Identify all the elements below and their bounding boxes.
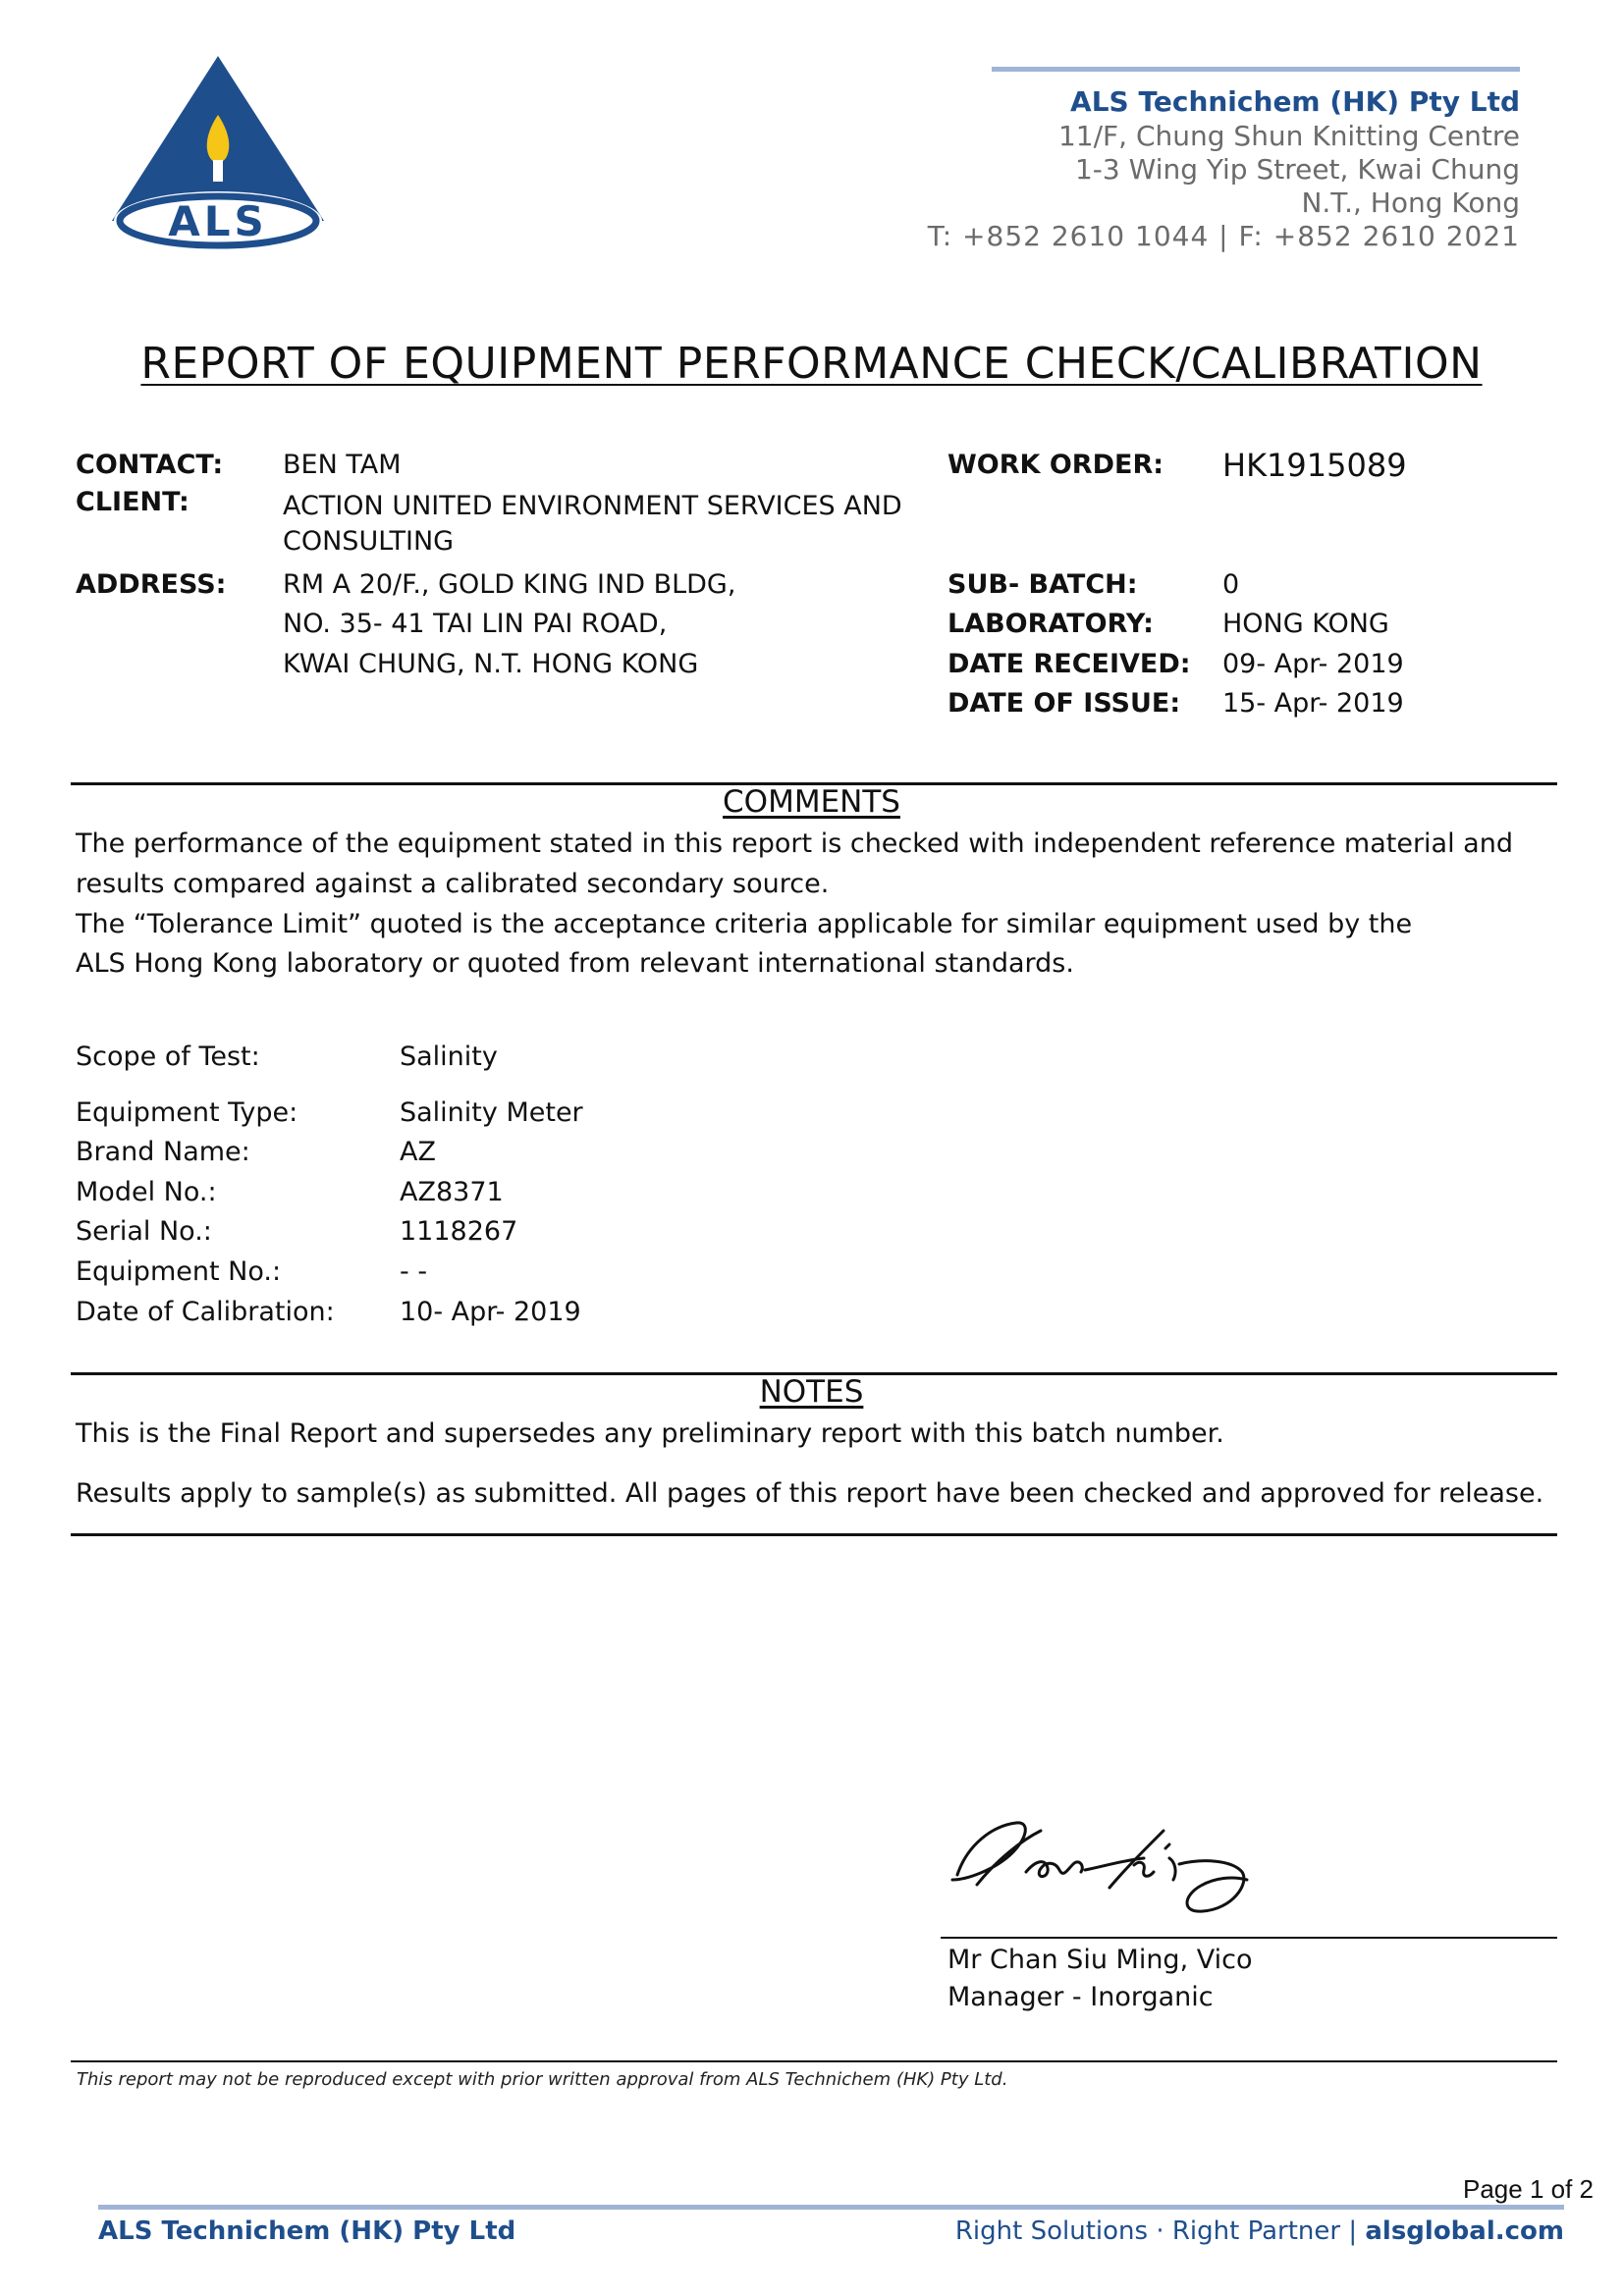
signatory-role: Manager - Inorganic: [947, 1982, 1214, 2012]
date-received-value: 09- Apr- 2019: [1222, 649, 1404, 679]
equipment-type-label: Equipment Type:: [76, 1097, 298, 1128]
scope-value: Salinity: [400, 1041, 498, 1072]
footer-rule: [71, 2060, 1557, 2062]
footer-company: ALS Technichem (HK) Pty Ltd: [98, 2216, 516, 2246]
als-logo: [108, 54, 329, 250]
notes-line-2: Results apply to sample(s) as submitted. All pages of this report have been checked and approved for release.: [76, 1478, 1544, 1509]
work-order-label: WORK ORDER:: [947, 450, 1164, 480]
disclaimer: This report may not be reproduced except with prior written approval from ALS Technichem (HK) Pty Ltd.: [77, 2069, 1008, 2090]
contact-label: CONTACT:: [76, 450, 224, 480]
work-order-value: HK1915089: [1222, 447, 1407, 484]
report-title: REPORT OF EQUIPMENT PERFORMANCE CHECK/CALIBRATION: [140, 339, 1483, 389]
brand-name-label: Brand Name:: [76, 1137, 250, 1167]
client-label: CLIENT:: [76, 487, 189, 517]
calibration-date-value: 10- Apr- 2019: [400, 1297, 581, 1327]
date-issue-value: 15- Apr- 2019: [1222, 688, 1404, 719]
contact-value: BEN TAM: [283, 450, 402, 480]
company-address-3: N.T., Hong Kong: [1301, 187, 1520, 219]
client-value-2: CONSULTING: [283, 526, 455, 557]
comments-line-4: ALS Hong Kong laboratory or quoted from relevant international standards.: [76, 948, 1074, 979]
serial-no-label: Serial No.:: [76, 1216, 212, 1247]
comments-heading: COMMENTS: [723, 784, 900, 820]
footer-tagline: Right Solutions · Right Partner |: [954, 2216, 1366, 2246]
address-value-1: RM A 20/F., GOLD KING IND BLDG,: [283, 569, 736, 600]
company-phone: T: +852 2610 1044 | F: +852 2610 2021: [927, 220, 1520, 252]
footer-tagline-block: [955, 2216, 1564, 2246]
bottom-rule: [98, 2205, 1564, 2210]
scope-label: Scope of Test:: [76, 1041, 260, 1072]
comments-line-2: results compared against a calibrated secondary source.: [76, 869, 830, 899]
notes-bottom-rule: [71, 1533, 1557, 1536]
laboratory-value: HONG KONG: [1222, 609, 1389, 639]
notes-line-1: This is the Final Report and supersedes any preliminary report with this batch number.: [76, 1418, 1224, 1449]
serial-no-value: 1118267: [400, 1216, 518, 1247]
sub-batch-value: 0: [1222, 569, 1240, 600]
address-value-2: NO. 35- 41 TAI LIN PAI ROAD,: [283, 609, 668, 639]
company-name: ALS Technichem (HK) Pty Ltd: [1070, 85, 1520, 118]
model-no-label: Model No.:: [76, 1177, 217, 1207]
equipment-no-value: - -: [400, 1256, 428, 1287]
company-address-2: 1-3 Wing Yip Street, Kwai Chung: [1074, 153, 1520, 186]
client-value-1: ACTION UNITED ENVIRONMENT SERVICES AND: [283, 491, 902, 521]
page-number: Page 1 of 2: [1463, 2174, 1594, 2204]
calibration-date-label: Date of Calibration:: [76, 1297, 335, 1327]
equipment-no-label: Equipment No.:: [76, 1256, 282, 1287]
address-label: ADDRESS:: [76, 569, 227, 600]
equipment-type-value: Salinity Meter: [400, 1097, 583, 1128]
laboratory-label: LABORATORY:: [947, 609, 1154, 639]
footer-website-link[interactable]: alsglobal.com: [1365, 2216, 1564, 2246]
sub-batch-label: SUB- BATCH:: [947, 569, 1138, 600]
address-value-3: KWAI CHUNG, N.T. HONG KONG: [283, 649, 699, 679]
comments-line-1: The performance of the equipment stated in this report is checked with independent reference material and: [76, 828, 1513, 859]
date-received-label: DATE RECEIVED:: [947, 649, 1191, 679]
comments-line-3: The “Tolerance Limit” quoted is the acceptance criteria applicable for similar equipment used by the: [76, 909, 1413, 939]
signature-image: [938, 1801, 1262, 1934]
model-no-value: AZ8371: [400, 1177, 504, 1207]
notes-heading: NOTES: [759, 1374, 864, 1410]
svg-text:ALS: ALS: [168, 197, 268, 245]
signatory-name: Mr Chan Siu Ming, Vico: [947, 1945, 1253, 1975]
brand-name-value: AZ: [400, 1137, 436, 1167]
header-rule: [992, 67, 1520, 72]
date-issue-label: DATE OF ISSUE:: [947, 688, 1181, 719]
company-address-1: 11/F, Chung Shun Knitting Centre: [1057, 120, 1520, 152]
signature-rule: [941, 1937, 1557, 1939]
